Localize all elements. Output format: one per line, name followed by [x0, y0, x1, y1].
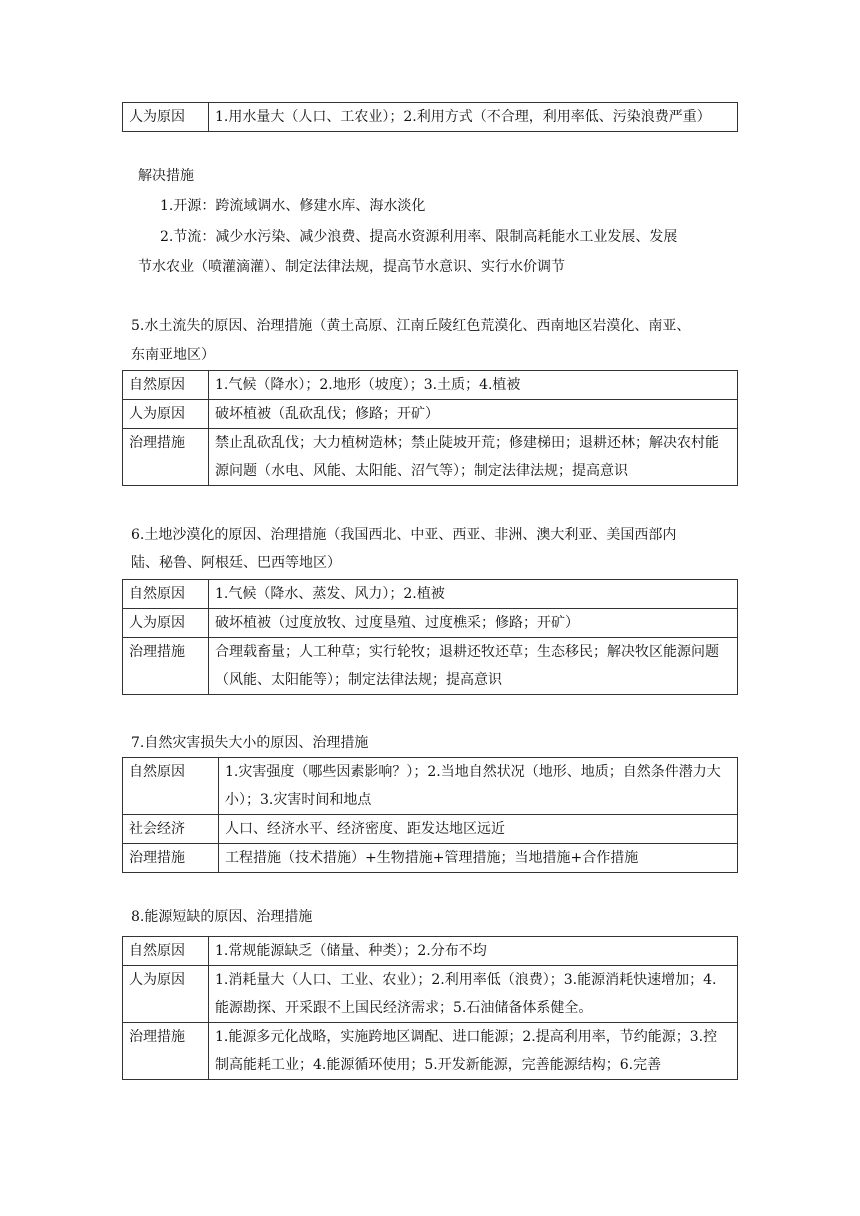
energy-shortage-table — [122, 936, 738, 1080]
row-label: 社会经济 — [123, 815, 219, 844]
solution-title: 解决措施 — [138, 168, 194, 184]
table-row — [123, 103, 738, 132]
soil-erosion-table — [122, 370, 738, 486]
table-row — [123, 937, 738, 966]
row-content: 1.消耗量大（人口、工业、农业）；2.利用率低（浪费）；3.能源消耗快速增加；4. 能源勘探、开采跟不上国民经济需求；5.石油储备体系健全。 — [209, 966, 738, 1023]
table-row — [123, 844, 738, 873]
water-shortage-table — [122, 102, 738, 132]
table-row — [123, 609, 738, 638]
row-label: 自然原因 — [123, 937, 209, 966]
desertification-table — [122, 579, 738, 695]
row-content: 人口、经济水平、经济密度、距发达地区远近 — [219, 815, 738, 844]
table-row — [123, 400, 738, 429]
row-content: 1.灾害强度（哪些因素影响？）；2.当地自然状况（地形、地质；自然条件潜力大小）；3.灾害时间和地点 — [219, 758, 738, 815]
row-label: 人为原因 — [123, 966, 209, 1023]
table-row — [123, 1023, 738, 1080]
row-label: 治理措施 — [123, 429, 209, 486]
solution-save-water-line1: 2.节流：减少水污染、减少浪费、提高水资源利用率、限制高耗能水工业发展、发展 — [160, 229, 678, 245]
row-label: 人为原因 — [123, 609, 209, 638]
row-content: 1.用水量大（人口、工农业）；2.利用方式（不合理，利用率低、污染浪费严重） — [209, 103, 738, 132]
row-label: 自然原因 — [123, 758, 219, 815]
row-content: 1.气候（降水、蒸发、风力）；2.植被 — [209, 580, 738, 609]
table-row — [123, 758, 738, 815]
table-row — [123, 580, 738, 609]
table-row — [123, 429, 738, 486]
table-row — [123, 815, 738, 844]
row-label: 自然原因 — [123, 371, 209, 400]
section6-title-line2: 陆、秘鲁、阿根廷、巴西等地区） — [131, 555, 341, 571]
row-label: 人为原因 — [123, 103, 209, 132]
solution-open-source: 1.开源：跨流域调水、修建水库、海水淡化 — [160, 198, 426, 214]
row-content: 1.能源多元化战略，实施跨地区调配、进口能源；2.提高利用率，节约能源；3.控制高能耗工业；4.能源循环使用；5.开发新能源，完善能源结构；6.完善 — [209, 1023, 738, 1080]
section7-title: 7.自然灾害损失大小的原因、治理措施 — [131, 735, 369, 751]
row-content: 破坏植被（过度放牧、过度垦殖、过度樵采；修路；开矿） — [209, 609, 738, 638]
section5-title-line1: 5.水土流失的原因、治理措施（黄土高原、江南丘陵红色荒漠化、西南地区岩漠化、南亚、 — [131, 318, 691, 334]
section8-title: 8.能源短缺的原因、治理措施 — [131, 909, 313, 925]
solution-save-water-line2: 节水农业（喷灌滴灌）、制定法律法规，提高节水意识、实行水价调节 — [138, 259, 565, 275]
table-row — [123, 966, 738, 1023]
row-content: 1.气候（降水）；2.地形（坡度）；3.土质；4.植被 — [209, 371, 738, 400]
table-row — [123, 371, 738, 400]
disaster-loss-table — [122, 757, 738, 873]
table-row — [123, 638, 738, 695]
row-label: 治理措施 — [123, 1023, 209, 1080]
row-content: 合理载畜量；人工种草；实行轮牧；退耕还牧还草；生态移民；解决牧区能源问题（风能、太阳能等）；制定法律法规；提高意识 — [209, 638, 738, 695]
row-content: 1.常规能源缺乏（储量、种类）；2.分布不均 — [209, 937, 738, 966]
row-label: 人为原因 — [123, 400, 209, 429]
row-label: 治理措施 — [123, 638, 209, 695]
row-content: 破坏植被（乱砍乱伐；修路；开矿） — [209, 400, 738, 429]
row-content: 工程措施（技术措施）+生物措施+管理措施；当地措施+合作措施 — [219, 844, 738, 873]
row-label: 自然原因 — [123, 580, 209, 609]
section6-title-line1: 6.土地沙漠化的原因、治理措施（我国西北、中亚、西亚、非洲、澳大利亚、美国西部内 — [131, 527, 677, 543]
section5-title-line2: 东南亚地区） — [131, 347, 215, 363]
row-content: 禁止乱砍乱伐；大力植树造林；禁止陡坡开荒；修建梯田；退耕还林；解决农村能源问题（水电、风能、太阳能、沼气等）；制定法律法规；提高意识 — [209, 429, 738, 486]
row-label: 治理措施 — [123, 844, 219, 873]
